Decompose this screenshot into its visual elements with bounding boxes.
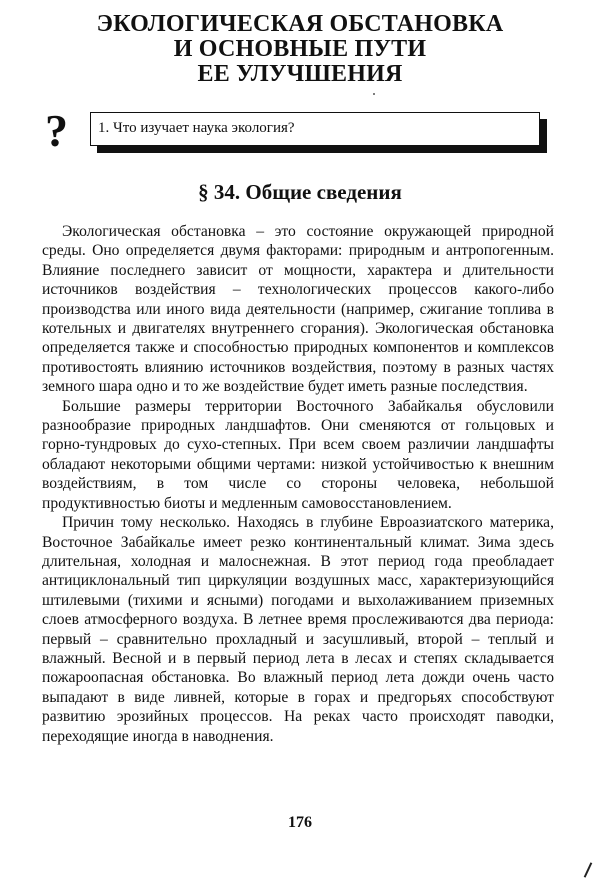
page-number: 176 xyxy=(288,814,312,831)
scan-corner-mark xyxy=(584,862,593,877)
paragraph: Большие размеры территории Восточного Забайкалья обусловили разнообразие природных ландшафтов. Они сменяются от гольцовых и горно-тундровых до сухо-степных. При всем своем различии ландшафты обладают некоторыми общими чертами: низкой устойчивостью к внешним воздействиям, в том числе со стороны человека, небольшой продуктивностью биоты и медленным самовосстановлением. xyxy=(42,397,554,512)
body-text xyxy=(42,222,554,746)
review-question-text: 1. Что изучает наука экология? xyxy=(98,120,295,136)
chapter-title xyxy=(60,12,540,87)
paragraph: Причин тому несколько. Находясь в глубине Евроазиатского материка, Восточное Забайкалье имеет резко континентальный климат. Зима здесь длительная, холодная и малоснежная. В этот период года преобладает антициклональный тип циркуляции воздушных масс, характеризующийся штилевыми (тихими и ясными) погодами и выхолаживанием приземных слоев атмосферного воздуха. В летнее время прослеживаются два периода: первый – сравнительно прохладный и засушливый, второй – теплый и влажный. Весной и в первый период лета в лесах и степях складывается пожароопасная обстановка. Во влажный период лета дожди очень часто выпадают в виде ливней, которые в горах и предгорьях способствуют развитию эрозийных процессов. На реках часто происходят паводки, переходящие иногда в наводнения. xyxy=(42,514,554,745)
paragraph: Экологическая обстановка – это состояние окружающей природной среды. Оно определяется двумя факторами: природным и антропогенным. Влияние последнего зависит от мощности, характера и длительности источников воздействия – технологических процессов какого-либо производства или иного вида деятельности (например, сжигание топлива в котельных и двигателях внутреннего сгорания). Экологическая обстановка определяется также и способностью природных компонентов и комплексов противостоять влиянию источников воздействия, поэтому в разных частях земного шара одно и то же воздействие будет иметь разные последствия. xyxy=(42,223,554,396)
review-question-box xyxy=(90,112,540,146)
chapter-title-line: ЭКОЛОГИЧЕСКАЯ ОБСТАНОВКА xyxy=(96,11,504,37)
section-heading: § 34. Общие сведения xyxy=(198,180,402,204)
scan-speck xyxy=(373,93,375,95)
chapter-title-line: ЕЕ УЛУЧШЕНИЯ xyxy=(197,61,403,87)
question-mark-icon: ? xyxy=(45,105,68,156)
chapter-title-line: И ОСНОВНЫЕ ПУТИ xyxy=(173,36,427,62)
